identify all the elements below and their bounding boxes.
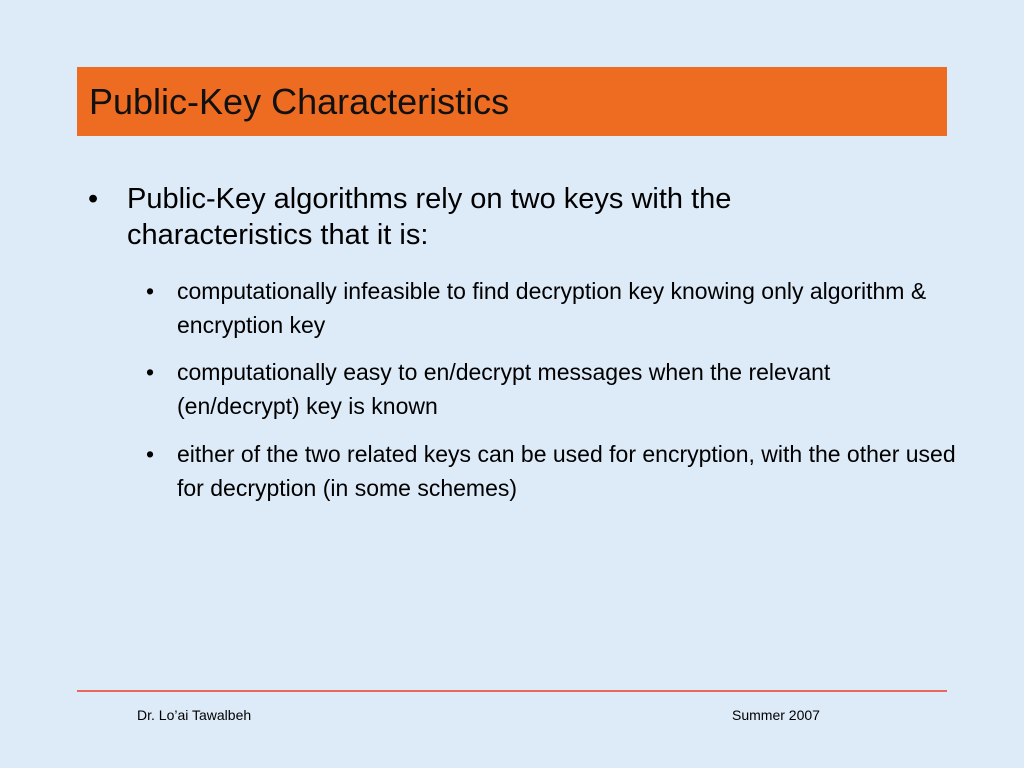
bullet-marker: • <box>88 183 99 215</box>
main-bullet-text: Public-Key algorithms rely on two keys with the characteristics that it is: <box>127 183 732 251</box>
bullet-marker: • <box>146 278 155 304</box>
sub-bullet-text: either of the two related keys can be used for encryption, with the other used for decryption (in some schemes) <box>177 441 956 501</box>
bullet-marker: • <box>146 359 155 385</box>
sub-bullet-text: computationally easy to en/decrypt messages when the relevant (en/decrypt) key is known <box>177 359 831 419</box>
footer-author: Dr. Lo’ai Tawalbeh <box>137 707 252 723</box>
footer-date: Summer 2007 <box>732 707 820 723</box>
bullet-marker: • <box>146 441 155 467</box>
slide-title: Public-Key Characteristics <box>89 81 510 122</box>
sub-bullet-text: computationally infeasible to find decryption key knowing only algorithm & encryption key <box>177 278 927 338</box>
footer-divider <box>77 690 947 692</box>
